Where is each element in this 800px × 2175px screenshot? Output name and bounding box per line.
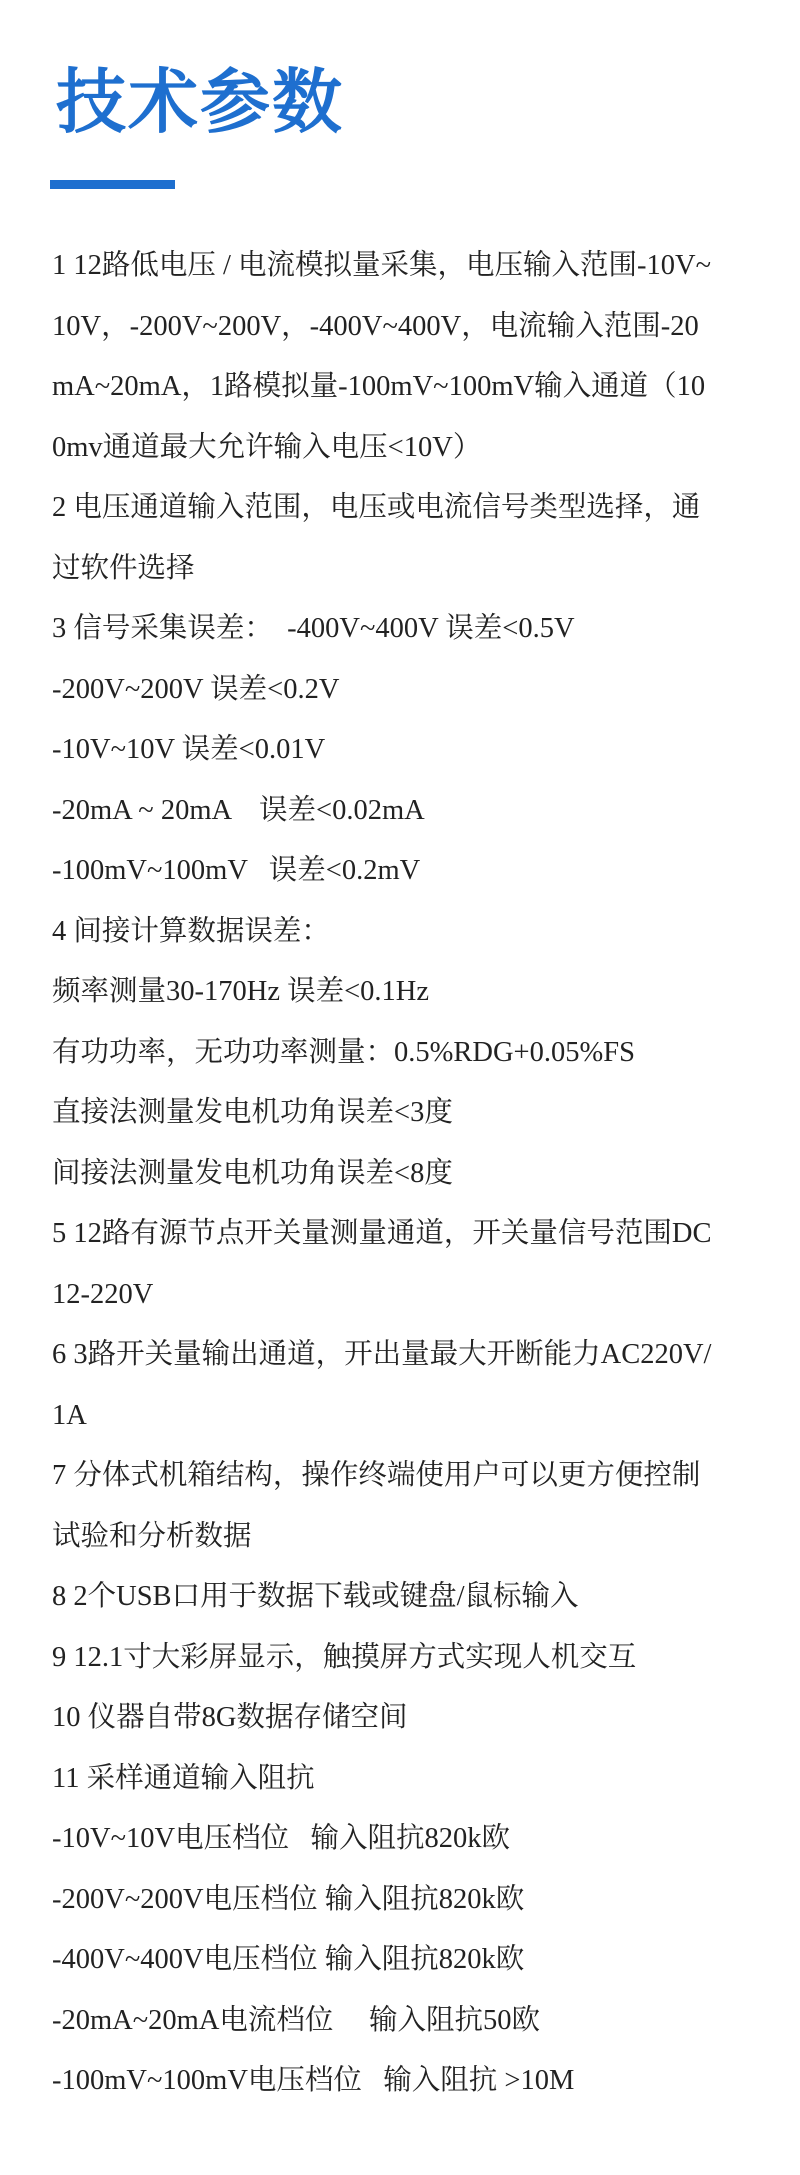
spec-line: 过软件选择: [52, 552, 195, 584]
spec-line: 间接法测量发电机功角误差<8度: [52, 1157, 453, 1189]
spec-line: 7 分体式机箱结构，操作终端使用户可以更方便控制: [52, 1460, 701, 1491]
spec-line: 频率测量30-170Hz 误差<0.1Hz: [52, 976, 430, 1007]
spec-line: 直接法测量发电机功角误差<3度: [52, 1097, 453, 1128]
spec-line: -10V~10V 误差<0.01V: [52, 734, 326, 765]
page-title: 技术参数: [56, 61, 344, 143]
spec-line: 2 电压通道输入范围，电压或电流信号类型选择，通: [52, 492, 701, 523]
spec-line: -100mV~100mV电压档位 输入阻抗 >10M: [52, 2065, 575, 2096]
spec-line: 3 信号采集误差： -400V~400V 误差<0.5V: [52, 613, 575, 644]
spec-line: -100mV~100mV 误差<0.2mV: [52, 855, 421, 886]
spec-line: 11 采样通道输入阻抗: [52, 1762, 315, 1794]
spec-line: 有功功率，无功功率测量：0.5%RDG+0.05%FS: [52, 1036, 635, 1068]
spec-line: -400V~400V电压档位 输入阻抗820k欧: [52, 1944, 525, 1975]
spec-line: 试验和分析数据: [52, 1520, 252, 1552]
spec-line: -20mA~20mA电流档位 输入阻抗50欧: [52, 2004, 541, 2036]
spec-line: 5 12路有源节点开关量测量通道，开关量信号范围DC: [52, 1218, 712, 1249]
spec-line: 1A: [52, 1399, 87, 1431]
spec-line: 12-220V: [52, 1278, 154, 1310]
spec-line: mA~20mA，1路模拟量-100mV~100mV输入通道（10: [52, 371, 706, 402]
spec-line: 1 12路低电压 / 电流模拟量采集，电压输入范围-10V~: [52, 250, 712, 281]
spec-line: 10 仪器自带8G数据存储空间: [52, 1702, 408, 1733]
spec-line: 9 12.1寸大彩屏显示，触摸屏方式实现人机交互: [52, 1641, 637, 1673]
spec-line: -200V~200V 误差<0.2V: [52, 673, 340, 705]
spec-line: 10V，-200V~200V，-400V~400V，电流输入范围-20: [52, 310, 699, 342]
spec-list: [52, 236, 760, 2112]
title-underline-bar: [50, 180, 175, 189]
spec-line: 0mv通道最大允许输入电压<10V）: [52, 431, 482, 463]
spec-line: 4 间接计算数据误差：: [52, 915, 330, 947]
spec-line: -10V~10V电压档位 输入阻抗820k欧: [52, 1823, 510, 1854]
spec-line: 6 3路开关量输出通道，开出量最大开断能力AC220V/: [52, 1339, 712, 1370]
spec-line: 8 2个USB口用于数据下载或键盘/鼠标输入: [52, 1581, 579, 1612]
spec-line: -20mA ~ 20mA 误差<0.02mA: [52, 794, 425, 826]
spec-line: -200V~200V电压档位 输入阻抗820k欧: [52, 1883, 525, 1915]
